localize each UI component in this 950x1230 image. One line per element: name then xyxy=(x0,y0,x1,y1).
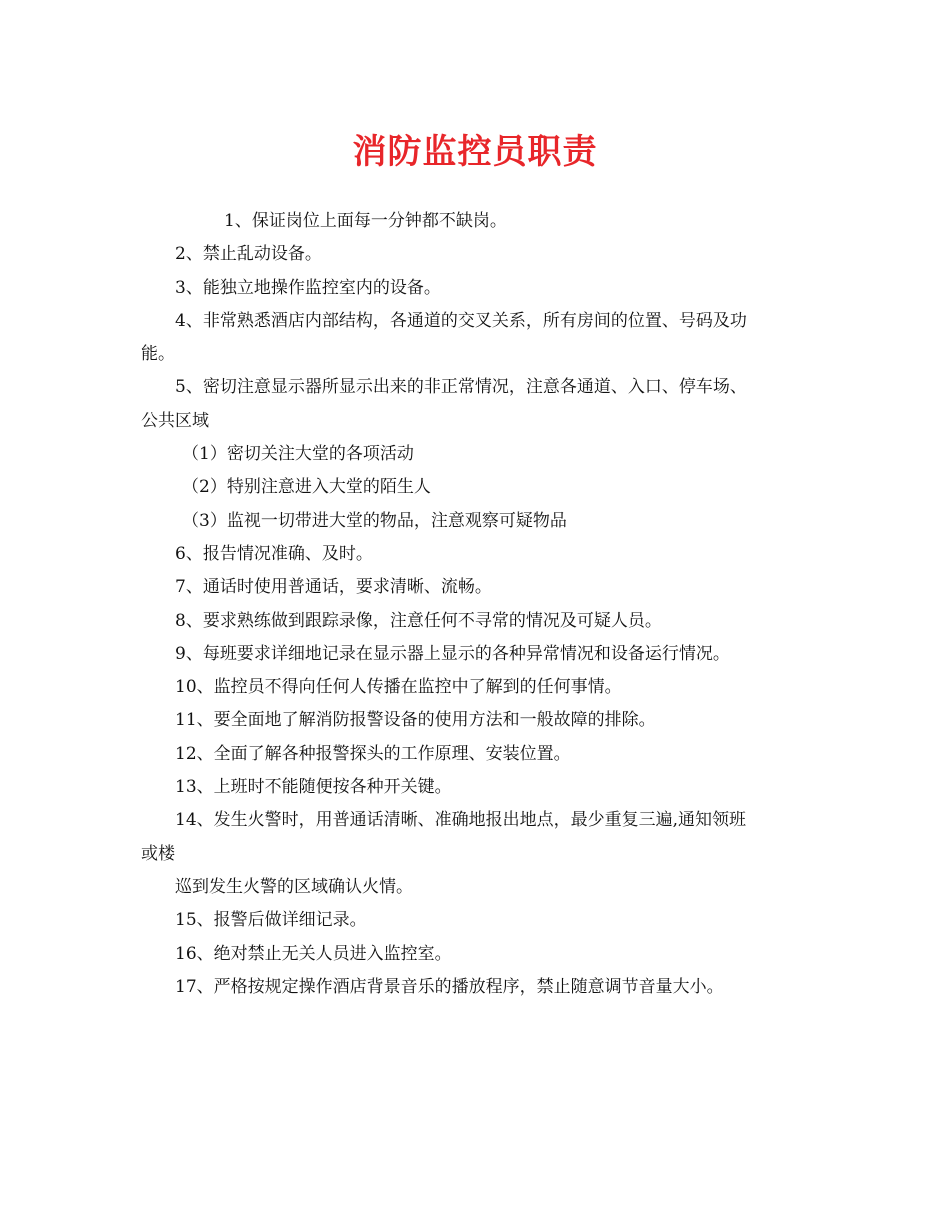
paragraph-line: 6、报告情况准确、及时。 xyxy=(175,543,373,564)
paragraph-line: 或楼 xyxy=(141,843,175,864)
paragraph-line: 公共区域 xyxy=(141,410,209,431)
paragraph-line: 13、上班时不能随便按各种开关键。 xyxy=(175,777,452,798)
paragraph-line: 16、绝对禁止无关人员进入监控室。 xyxy=(175,943,452,964)
paragraph-line: 12、全面了解各种报警探头的工作原理、安装位置。 xyxy=(175,743,571,764)
paragraph-line: 14、发生火警时，用普通话清晰、准确地报出地点，最少重复三遍,通知领班 xyxy=(175,810,747,831)
paragraph-line: 17、严格按规定操作酒店背景音乐的播放程序，禁止随意调节音量大小。 xyxy=(175,976,724,997)
paragraph-line: 15、报警后做详细记录。 xyxy=(175,910,367,931)
paragraph-line: 3、能独立地操作监控室内的设备。 xyxy=(175,277,441,298)
paragraph-line: 11、要全面地了解消防报警设备的使用方法和一般故障的排除。 xyxy=(175,710,656,731)
paragraph-line: 9、每班要求详细地记录在显示器上显示的各种异常情况和设备运行情况。 xyxy=(175,643,730,664)
paragraph-line: 能。 xyxy=(141,344,175,365)
document-body xyxy=(141,205,821,1004)
sub-item-line: （3）监视一切带进大堂的物品，注意观察可疑物品 xyxy=(182,510,567,531)
paragraph-line: 7、通话时使用普通话，要求清晰、流畅。 xyxy=(175,577,492,598)
paragraph-line: 4、非常熟悉酒店内部结构，各通道的交叉关系，所有房间的位置、号码及功 xyxy=(175,310,747,331)
sub-item-line: （1）密切关注大堂的各项活动 xyxy=(182,444,414,465)
paragraph-line: 1、保证岗位上面每一分钟都不缺岗。 xyxy=(224,211,507,231)
paragraph-line: 8、要求熟练做到跟踪录像，注意任何不寻常的情况及可疑人员。 xyxy=(175,610,662,631)
paragraph-line: 5、密切注意显示器所显示出来的非正常情况，注意各通道、入口、停车场、 xyxy=(175,377,747,398)
paragraph-line: 巡到发生火警的区域确认火情。 xyxy=(175,876,413,897)
document-title: 消防监控员职责 xyxy=(352,132,598,172)
sub-item-line: （2）特别注意进入大堂的陌生人 xyxy=(182,477,431,498)
paragraph-line: 2、禁止乱动设备。 xyxy=(175,244,322,265)
paragraph-line: 10、监控员不得向任何人传播在监控中了解到的任何事情。 xyxy=(175,677,622,698)
